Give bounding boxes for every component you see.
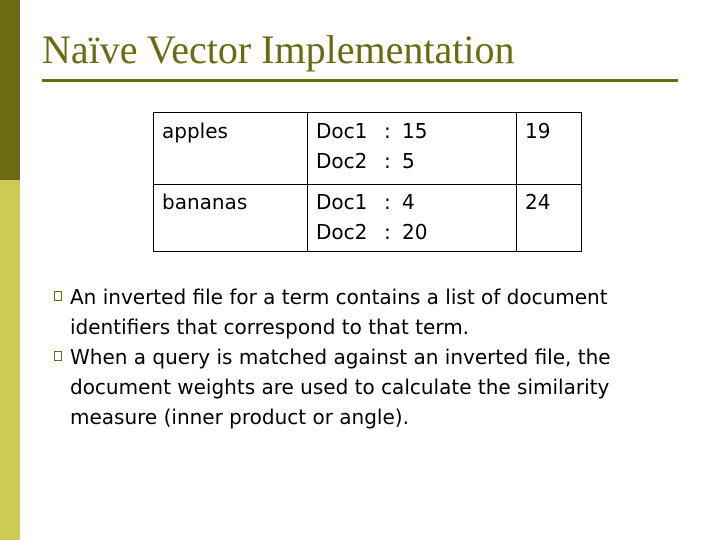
postings-cell bbox=[308, 185, 517, 252]
term-cell: apples bbox=[154, 113, 308, 185]
slide-title: Naïve Vector Implementation bbox=[42, 27, 515, 72]
weight-cell: 19 bbox=[517, 113, 582, 185]
posting-entry bbox=[316, 146, 516, 176]
doc-id: Doc2 bbox=[316, 220, 368, 244]
title-underline bbox=[42, 79, 678, 82]
posting-entry bbox=[316, 116, 516, 146]
term-cell: bananas bbox=[154, 185, 308, 252]
posting-entry bbox=[316, 217, 516, 247]
doc-id: Doc1 bbox=[316, 119, 368, 143]
term-frequency: 20 bbox=[402, 220, 428, 244]
doc-id: Doc1 bbox=[316, 190, 368, 214]
hollow-square-bullet-icon bbox=[54, 351, 62, 361]
bullet-list bbox=[54, 282, 694, 432]
posting-separator: : bbox=[384, 190, 391, 214]
weight-cell: 24 bbox=[517, 185, 582, 252]
posting-separator: : bbox=[384, 149, 391, 173]
posting-separator: : bbox=[384, 220, 391, 244]
accent-bar-top bbox=[0, 0, 20, 180]
posting-entry bbox=[316, 187, 516, 217]
table-row bbox=[154, 113, 582, 185]
doc-id: Doc2 bbox=[316, 149, 368, 173]
bullet-text: When a query is matched against an inverted file, the document weights are used to calculate the similarity measure (inner product or angle). bbox=[70, 345, 611, 429]
inverted-file-table bbox=[153, 112, 582, 252]
posting-separator: : bbox=[384, 119, 391, 143]
list-item bbox=[54, 282, 694, 342]
postings-cell bbox=[308, 113, 517, 185]
accent-bar-bottom bbox=[0, 180, 20, 540]
term-frequency: 4 bbox=[402, 190, 415, 214]
bullet-text: An inverted file for a term contains a list of document identifiers that correspond to that term. bbox=[70, 285, 608, 339]
term-frequency: 5 bbox=[402, 149, 415, 173]
table-row bbox=[154, 185, 582, 252]
hollow-square-bullet-icon bbox=[54, 291, 62, 301]
list-item bbox=[54, 342, 694, 432]
term-frequency: 15 bbox=[402, 119, 428, 143]
